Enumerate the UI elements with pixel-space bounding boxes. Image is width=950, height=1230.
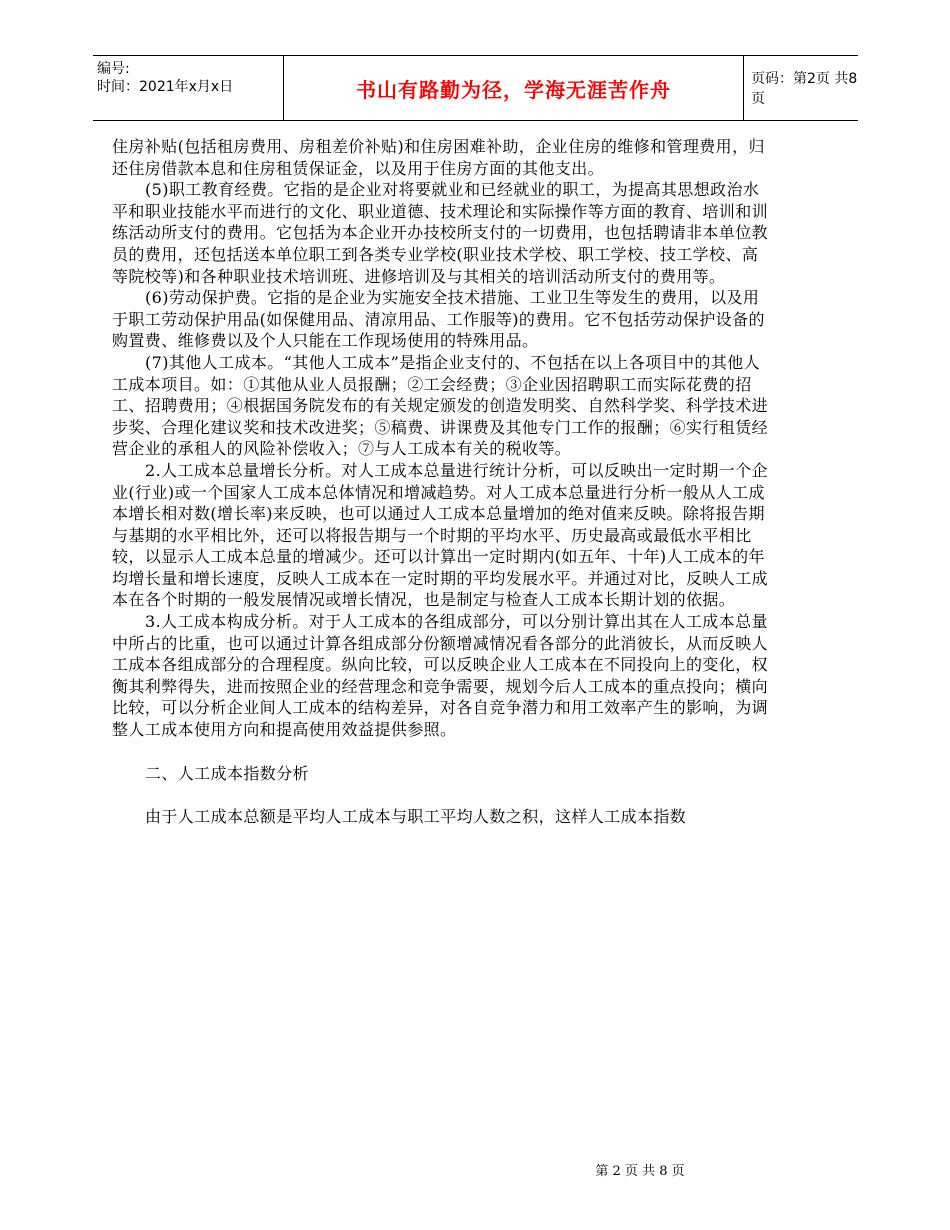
- paragraph-composition: 3.人工成本构成分析。对于人工成本的各组成部分，可以分别计算出其在人工成本总量中所占的比重，也可以通过计算各组成部分份额增减情况看各部分的此消彼长，从而反映人工成本各组成部分的合理程度。纵向比较，可以反映企业人工成本在不同投向上的变化，权衡其利弊得失，进而按照企业的经营理念和竞争需要，规划今后人工成本的重点投向；横向比较，可以分析企业间人工成本的结构差异，对各自竞争潜力和用工效率产生的影响，为调整人工成本使用方向和提高使用效益提供参照。: [112, 612, 769, 740]
- document-body: [112, 136, 772, 828]
- paragraph-education-fund: (5)职工教育经费。它指的是企业对将要就业和已经就业的职工，为提高其思想政治水平和职业技能水平而进行的文化、职业道德、技术理论和实际操作等方面的教育、培训和训练活动所支付的费用。它包括为本企业开办技校所支付的一切费用，也包括聘请非本单位教员的费用，还包括送本单位职工到各类专业学校(职业技术学校、职工学校、技工学校、高等院校等)和各种职业技术培训班、进修培训及与其相关的培训活动所支付的费用等。: [112, 180, 769, 286]
- paragraph-housing: 住房补贴(包括租房费用、房租差价补贴)和住房困难补助，企业住房的维修和管理费用，归还住房借款本息和住房租赁保证金，以及用于住房方面的其他支出。: [112, 137, 765, 178]
- page-footer: 第 2 页 共 8 页: [595, 1164, 685, 1179]
- paragraph-index-analysis: 由于人工成本总额是平均人工成本与职工平均人数之积，这样人工成本指数: [145, 807, 687, 827]
- header-page-number: 页码：第2页 共8页: [751, 71, 858, 107]
- paragraph-other-costs: (7)其他人工成本。“其他人工成本”是指企业支付的、不包括在以上各项目中的其他人工成本项目。如：①其他从业人员报酬；②工会经费；③企业因招聘职工而实际花费的招工、招聘费用；④根据国务院发布的有关规定颁发的创造发明奖、自然科学奖、科学技术进步奖、合理化建议奖和技术改进奖；⑤稿费、讲课费及其他专门工作的报酬；⑥实行租赁经营企业的承租人的风险补偿收入；⑦与人工成本有关的税收等。: [112, 352, 769, 459]
- document-time-label: 时间：2021年x月x日: [97, 79, 234, 95]
- paragraph-total-growth: 2.人工成本总量增长分析。对人工成本总量进行统计分析，可以反映出一定时期一个企业(行业)或一个国家人工成本总体情况和增减趋势。对人工成本总量进行分析一般从人工成本增长相对数(增长率)来反映，也可以通过人工成本总量增加的绝对值来反映。除将报告期与基期的水平相比外，还可以将报告期与一个时期的平均水平、历史最高或最低水平相比较，以显示人工成本总量的增减少。还可以计算出一定时期内(如五年、十年)人工成本的年均增长量和增长速度，反映人工成本在一定时期的平均发展水平。并通过对比，反映人工成本在各个时期的一般发展情况或增长情况，也是制定与检查人工成本长期计划的依据。: [112, 460, 769, 610]
- document-number-label: 编号:: [97, 61, 130, 77]
- header-info: [93, 56, 283, 120]
- header-motto: 书山有路勤为径，学海无涯苦作舟: [283, 56, 744, 120]
- paragraph-labor-protection: (6)劳动保护费。它指的是企业为实施安全技术措施、工业卫生等发生的费用，以及用于职工劳动保护用品(如保健用品、清凉用品、工作服等)的费用。它不包括劳动保护设备的购置费、维修费以及个人只能在工作现场使用的特殊用品。: [112, 288, 765, 351]
- page-header: [93, 55, 858, 121]
- section-heading: 二、人工成本指数分析: [145, 763, 310, 783]
